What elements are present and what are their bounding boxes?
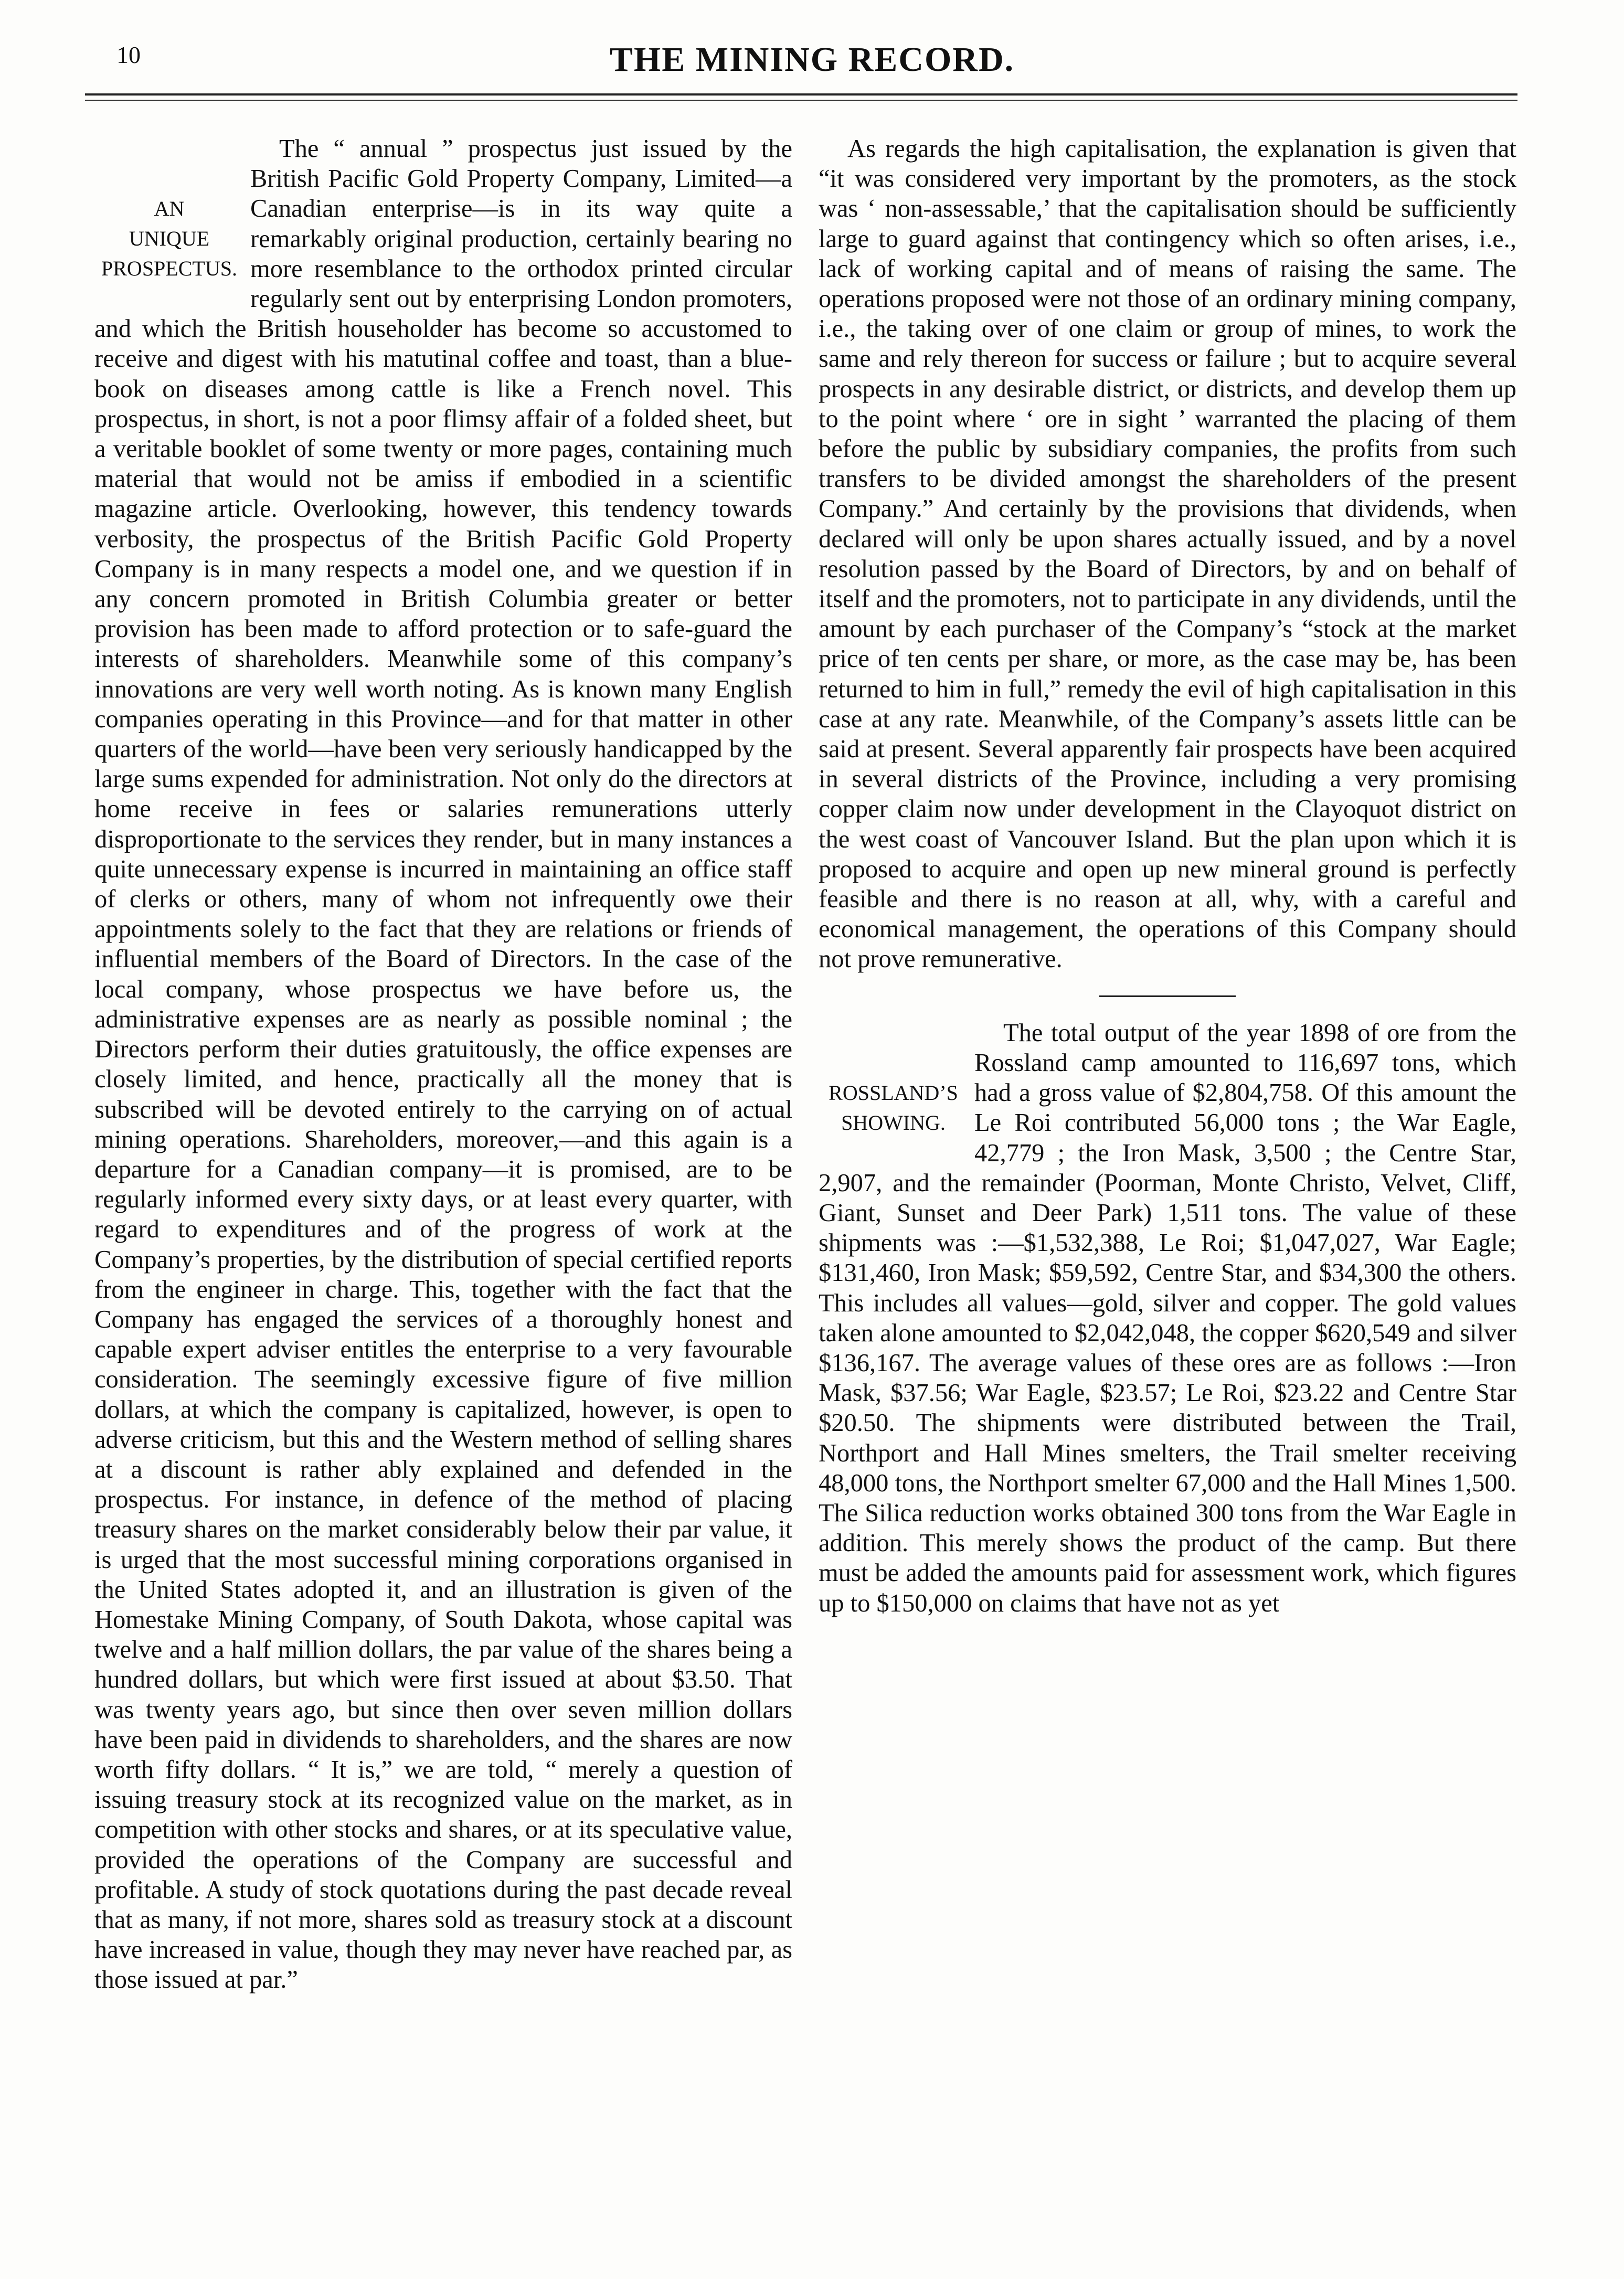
paragraph-text: The “ annual ” prospectus just issued by the British Pacific Gold Property Company, Limited—a Canadian enterprise—is in its way quite a remarkably original production, certainly bearing no more resemblance to the orthodox printed circular regularly sent out by enterprising London promoters, and which the British householder has become so accustomed to receive and digest with his matutinal coffee and toast, than a blue-book on diseases among cattle is like a French novel. This prospectus, in short, is not a poor flimsy affair of a folded sheet, but a veritable booklet of some twenty or more pages, containing much material that would not be amiss if embodied in a scientific magazine article. Overlooking, however, this tendency towards verbosity, the prospectus of the British Pacific Gold Property Company is in many respects a model one, and we question if in any concern promoted in British Columbia greater or better provision has been made to afford protection or to safe-guard the interests of shareholders. Meanwhile some of this company’s innovations are very well worth noting. As is known many English companies operating in this Province—and for that matter in other quarters of the world—have been very seriously handicapped by the large sums expended for administration. Not only do the directors at home receive in fees or salaries remunerations utterly disproportionate to the services they render, but in many instances a quite unnecessary expense is incurred in maintaining an office staff of clerks or others, many of whom not infrequently owe their appointments solely to the fact that they are relations or friends of influential members of the Board of Directors. In the case of the local company, whose prospectus we have before us, the administrative expenses are as nearly as possible nominal ; the Directors perform their duties gratuitously, the office expenses are closely limited, and hence, practically all the money that is subscribed will be devoted entirely to the carrying on of actual mining operations. Shareholders, moreover,—and this again is a departure for a Canadian company—it is promised, are to be regularly informed every sixty days, or at least every quarter, with regard to expenditures and of the progress of work at the Company’s properties, by the distribution of special certified reports from the engineer in charge. This, together with the fact that the Company has engaged the services of a thoroughly honest and capable expert adviser entitles the enterprise to a very favourable consideration. The seemingly excessive figure of five million dollars, at which the company is capitalized, however, is open to adverse criticism, but this and the Western method of selling shares at a discount is rather ably explained and defended in the prospectus. For instance, in defence of the method of placing treasury shares on the market considerably below their par value, it is urged that the most successful mining corporations organised in the United States adopted it, and an illustration is given of the Homestake Mining Company, of South Dakota, whose capital was twelve and a half million dollars, the par value of the shares being a hundred dollars, but which were first issued at about $3.50. That was twenty years ago, but since then over seven million dollars have been paid in dividends to shareholders, and the shares are now worth fifty dollars. “ It is,” we are told, “ merely a question of issuing treasury stock at its recognized value on the market, as in competition with other stocks and shares, or at its speculative value, provided the operations of the Company are successful and profitable. A study of stock quotations during the past decade reveal that as many, if not more, shares sold as treasury stock at a discount have increased in value, though they may never have reached par, as those issued at par.” (94, 135, 792, 1994)
article-paragraph (94, 134, 792, 1995)
running-head: THE MINING RECORD. (609, 40, 1015, 79)
article-paragraph (819, 1018, 1516, 1618)
article-paragraph: As regards the high capitalisation, the explanation is given that “it was considered very important by the promoters, as the stock was ‘ non-assessable,’ that the capitalisation should be sufficiently large to guard against that contingency which so often arises, i.e., lack of working capital and of means of raising the same. The operations proposed were not those of an ordinary mining company, i.e., the taking over of one claim or group of mines, to work the same and rely thereon for success or failure ; but to acquire several prospects in any desirable district, or districts, and develop them up to the point where ‘ ore in sight ’ warranted the placing of them before the public by subsidiary companies, the profits from such transfers to be divided amongst the shareholders of the present Company.” And certainly by the provisions that dividends, when declared will only be upon shares actually issued, and by a novel resolution passed by the Board of Directors, by and on behalf of itself and the promoters, not to participate in any dividends, until the amount by each purchaser of the Company’s “stock at the market price of ten cents per share, or more, as the case may be, has been returned to him in full,” remedy the evil of high capitalisation in this case at any rate. Meanwhile, of the Company’s assets little can be said at present. Several apparently fair prospects have been acquired in several districts of the Province, including a very promising copper claim now under development in the Clayoquot district on the west coast of Vancouver Island. But the plan upon which it is proposed to acquire and open up new mineral ground is perfectly feasible and there is no reason at all, why, with a careful and economical management, the operations of this Company should not prove remunerative. (819, 135, 1516, 973)
sidenote-line: SHOWING. (841, 1110, 946, 1135)
left-column (94, 134, 792, 1995)
page-number: 10 (116, 41, 141, 68)
sidenote-line: ROSSLAND’S (829, 1080, 958, 1105)
sidenote-line: AN (154, 197, 185, 220)
section-divider (1099, 995, 1236, 997)
sidenote-line: UNIQUE (129, 227, 210, 251)
header-rule-thick (85, 93, 1517, 96)
sidenote-unique-prospectus (94, 194, 244, 284)
header-rule-thin (85, 100, 1517, 101)
sidenote-rosslands-showing (819, 1078, 968, 1138)
sidenote-line: PROSPECTUS. (101, 257, 237, 281)
right-column (819, 134, 1516, 1618)
paragraph-text: The total output of the year 1898 of ore from the Rossland camp amounted to 116,697 tons, which had a gross value of $2,804,758. Of this amount the Le Roi contributed 56,000 tons ; the War Eagle, 42,779 ; the Iron Mask, 3,500 ; the Centre Star, 2,907, and the remainder (Poorman, Monte Christo, Velvet, Cliff, Giant, Sunset and Deer Park) 1,511 tons. The value of these shipments was :—$1,532,388, Le Roi; $1,047,027, War Eagle; $131,460, Iron Mask; $59,592, Centre Star, and $34,300 the others. This includes all values—gold, silver and copper. The gold values taken alone amounted to $2,042,048, the copper $620,549 and silver $136,167. The average values of these ores are as follows :—Iron Mask, $37.56; War Eagle, $23.57; Le Roi, $23.22 and Centre Star $20.50. The shipments were distributed between the Trail, Northport and Hall Mines smelters, the Trail smelter receiving 48,000 tons, the Northport smelter 67,000 and the Hall Mines 1,500. The Silica reduction works obtained 300 tons from the War Eagle in addition. This merely shows the product of the camp. But there must be added the amounts paid for assessment work, which figures up to $150,000 on claims that have not as yet (819, 1019, 1516, 1617)
